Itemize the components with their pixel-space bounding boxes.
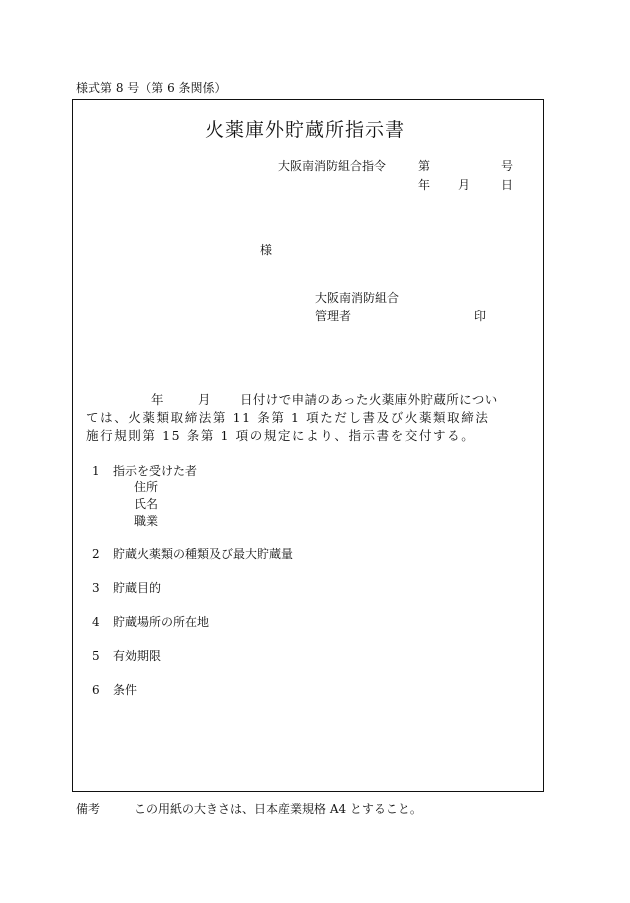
body-line-3: 施行規則第 15 条第 1 項の規定により、指示書を交付する。 [86,428,476,443]
item-2-number: 2 [92,547,100,561]
note-label: 備考 [76,802,101,816]
form-number: 様式第 8 号（第 6 条関係） [76,81,227,95]
issuer-dai: 第 [418,159,431,173]
issuer-go: 号 [501,159,514,173]
item-6-label: 条件 [113,683,138,697]
sender-manager: 管理者 [315,309,352,323]
sender-org: 大阪南消防組合 [315,291,400,305]
item-1-label: 指示を受けた者 [113,464,198,478]
note-text: この用紙の大きさは、日本産業規格 A4 とすること。 [134,802,422,816]
body-year: 年 [151,392,164,407]
item-5-label: 有効期限 [113,649,162,663]
addressee-suffix: 様 [260,243,273,257]
date-day: 日 [501,178,514,192]
item-2-label: 貯蔵火薬類の種類及び最大貯蔵量 [113,547,294,561]
document-title: 火薬庫外貯蔵所指示書 [205,119,406,141]
date-year: 年 [418,178,431,192]
date-month: 月 [458,178,471,192]
item-4-number: 4 [92,615,100,629]
item-4-label: 貯蔵場所の所在地 [113,615,210,629]
body-month: 月 [198,392,211,407]
body-line-2: ては、火薬類取締法第 11 条第 1 項ただし書及び火薬類取締法 [86,410,490,425]
item-3-label: 貯蔵目的 [113,581,162,595]
item-3-number: 3 [92,581,100,595]
form-border [72,99,544,792]
recipient-name-label: 氏名 [134,497,159,511]
sender-seal: 印 [474,309,487,323]
item-6-number: 6 [92,683,100,697]
recipient-address-label: 住所 [134,480,159,494]
item-5-number: 5 [92,649,100,663]
issuer-org-directive: 大阪南消防組合指令 [278,159,387,173]
item-1-number: 1 [92,464,100,478]
body-line-1: 日付けで申請のあった火薬庫外貯蔵所につい [240,392,498,407]
recipient-occupation-label: 職業 [134,514,159,528]
